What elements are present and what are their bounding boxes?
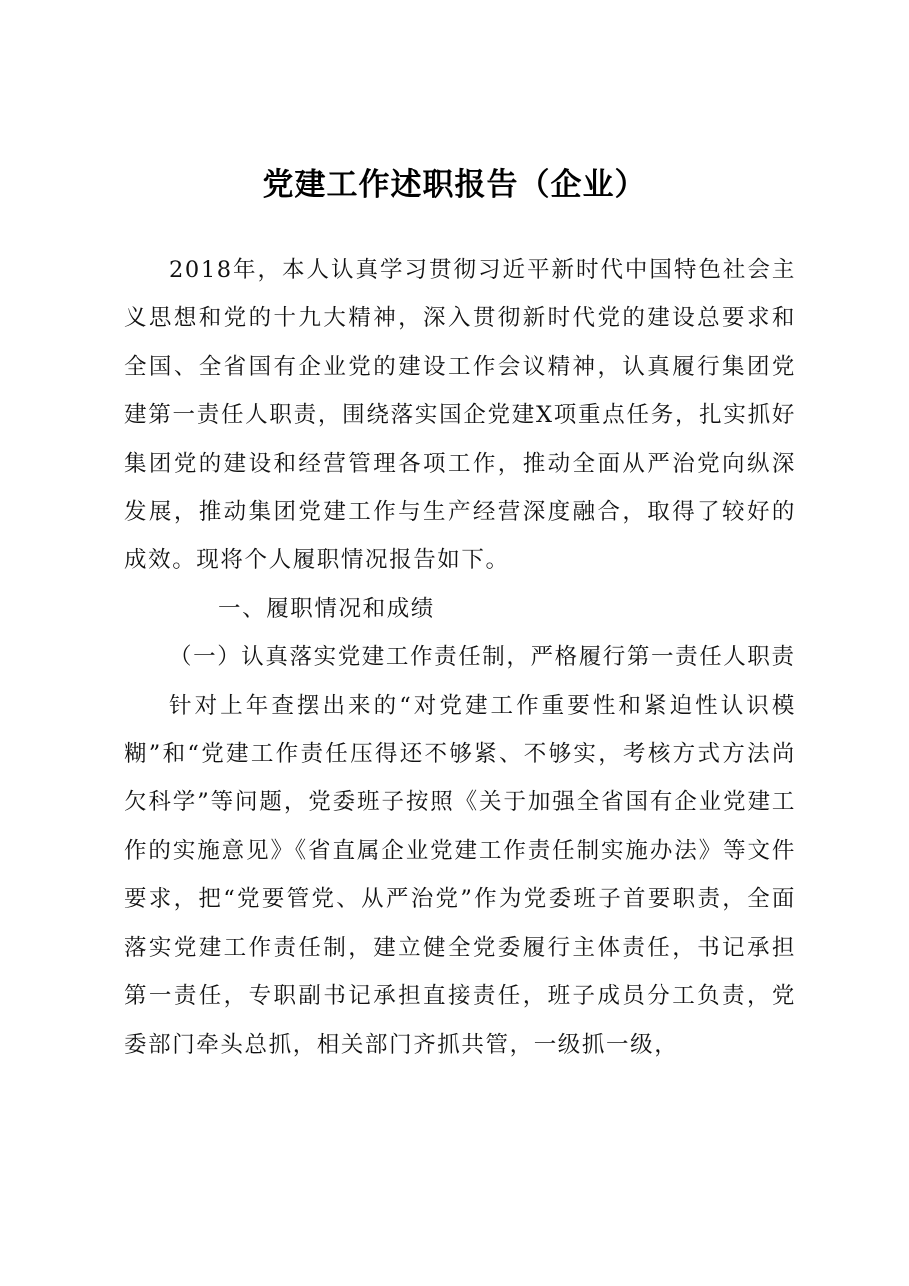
document-title: 党建工作述职报告（企业） (262, 167, 647, 203)
intro-paragraph: 2018年，本人认真学习贯彻习近平新时代中国特色社会主义思想和党的十九大精神，深入贯彻新时代党的建设总要求和全国、全省国有企业党的建设工作会议精神，认真履行集团党建第一责任人职责，围绕落实国企党建X项重点任务，扎实抓好集团党的建设和经营管理各项工作，推动全面从严治党向纵深发展，推动集团党建工作与生产经营深度融合，取得了较好的成效。现将个人履职情况报告如下。 (124, 257, 796, 574)
subsection-heading: （一）认真落实党建工作责任制，严格履行第一责任人职责 (169, 644, 796, 671)
document-body (124, 246, 796, 1069)
section-heading: 一、履职情况和成绩 (218, 595, 435, 622)
body-paragraph: 针对上年查摆出来的“对党建工作重要性和紧迫性认识模糊”和“党建工作责任压得还不够紧、不够实，考核方式方法尚欠科学”等问题，党委班子按照《关于加强全省国有企业党建工作的实施意见》《省直属企业党建工作责任制实施办法》等文件要求，把“党要管党、从严治党”作为党委班子首要职责，全面落实党建工作责任制，建立健全党委履行主体责任，书记承担第一责任，专职副书记承担直接责任，班子成员分工负责，党委部门牵头总抓，相关部门齐抓共管，一级抓一级， (124, 692, 796, 1058)
